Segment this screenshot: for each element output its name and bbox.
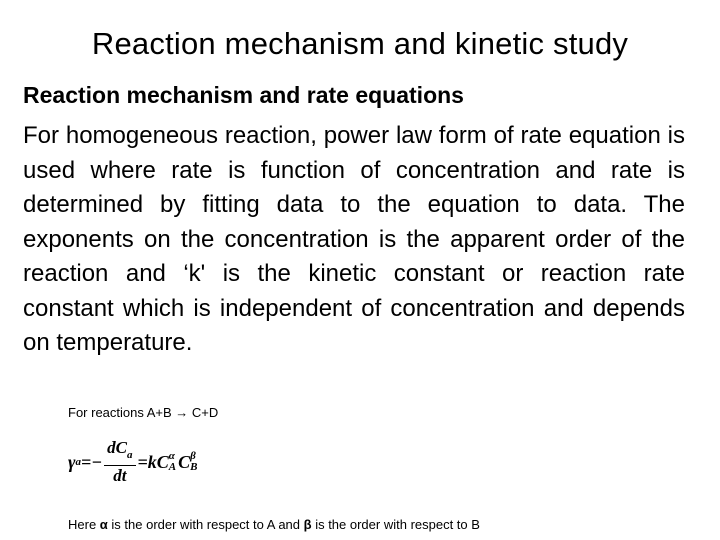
numerator-subscript: a bbox=[127, 449, 133, 461]
b-subscript: B bbox=[190, 461, 198, 473]
beta-exponent: β bbox=[190, 450, 196, 462]
note-mid: is the order with respect to A and bbox=[107, 517, 304, 532]
note-suffix: is the order with respect to B bbox=[311, 517, 480, 532]
body-paragraph: For homogeneous reaction, power law form of rate equation is used where rate is function of concentration and rate is determined by fitting data to the equation to data. The exponents on the concentration is the apparent order of the reaction and ‘k' is the kinetic constant or reaction rate constant which is independent of concentration and depends on temperature. bbox=[23, 122, 685, 356]
derivative-fraction bbox=[104, 438, 135, 486]
reaction-line bbox=[68, 404, 218, 422]
alpha-exponent: α bbox=[168, 450, 175, 462]
note-prefix: Here bbox=[68, 517, 100, 532]
slide-title: Reaction mechanism and kinetic study bbox=[91, 26, 629, 61]
order-note bbox=[68, 517, 480, 533]
second-concentration: C bbox=[178, 451, 191, 472]
note-beta: β bbox=[303, 517, 312, 532]
rate-equation bbox=[68, 438, 199, 486]
equals-minus: =− bbox=[81, 451, 103, 472]
alpha-exponent-stack bbox=[169, 451, 176, 473]
a-subscript: A bbox=[168, 461, 177, 473]
section-subheading: Reaction mechanism and rate equations bbox=[23, 82, 464, 108]
numerator-text: dC bbox=[107, 438, 128, 457]
rate-symbol-subscript: a bbox=[75, 456, 81, 468]
note-alpha: α bbox=[99, 517, 108, 532]
reaction-text: For reactions A+B → C+D bbox=[68, 405, 219, 420]
fraction-denominator: dt bbox=[113, 466, 127, 485]
equals-kc: =kC bbox=[137, 451, 169, 472]
rate-symbol: γ bbox=[68, 451, 76, 472]
beta-exponent-stack bbox=[190, 451, 197, 473]
fraction-numerator bbox=[104, 438, 135, 466]
